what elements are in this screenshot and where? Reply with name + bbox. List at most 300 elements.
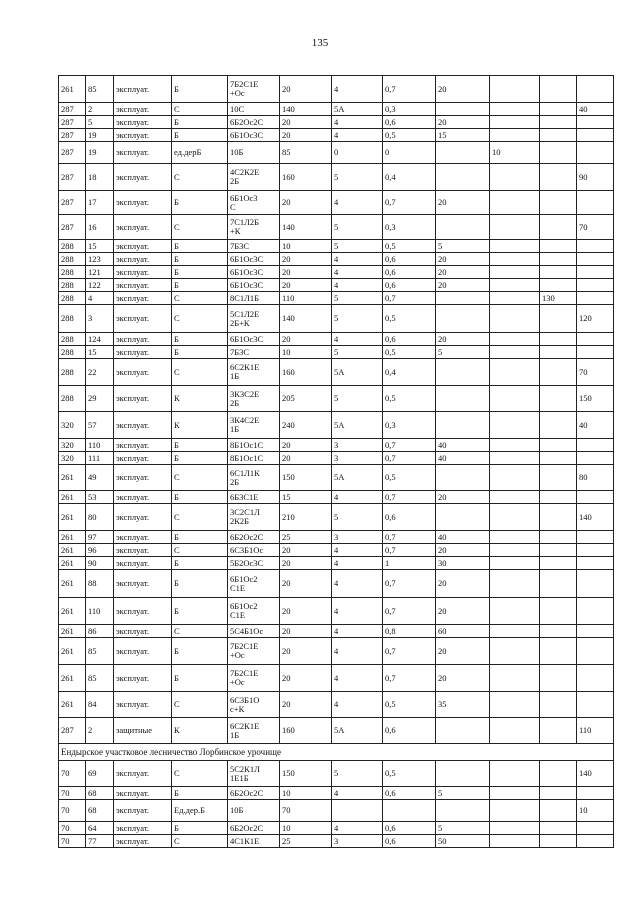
table-row bbox=[59, 665, 614, 692]
cell-composition: 6Б2Ос2С bbox=[228, 531, 280, 544]
cell-reserve_d: 150 bbox=[577, 386, 614, 412]
cell-vydel: 19 bbox=[86, 142, 114, 164]
cell-age: 20 bbox=[280, 544, 332, 557]
table-row bbox=[59, 292, 614, 305]
cell-reserve_b bbox=[490, 665, 540, 692]
cell-species_group: Б bbox=[172, 491, 228, 504]
cell-species_group: Б bbox=[172, 191, 228, 215]
cell-kvartal: 261 bbox=[59, 557, 86, 570]
cell-vydel: 122 bbox=[86, 279, 114, 292]
cell-vydel: 121 bbox=[86, 266, 114, 279]
cell-density: 0,5 bbox=[383, 465, 436, 491]
cell-age: 160 bbox=[280, 164, 332, 191]
cell-reserve_c bbox=[540, 439, 577, 452]
cell-vydel: 3 bbox=[86, 305, 114, 333]
cell-reserve_a: 30 bbox=[436, 557, 490, 570]
cell-reserve_a bbox=[436, 504, 490, 531]
cell-reserve_d: 120 bbox=[577, 305, 614, 333]
table-row bbox=[59, 116, 614, 129]
cell-age: 20 bbox=[280, 116, 332, 129]
cell-reserve_d: 40 bbox=[577, 412, 614, 439]
cell-reserve_b bbox=[490, 504, 540, 531]
table-row bbox=[59, 625, 614, 638]
cell-density: 0,7 bbox=[383, 452, 436, 465]
cell-reserve_c bbox=[540, 279, 577, 292]
table-row bbox=[59, 103, 614, 116]
cell-density: 0,7 bbox=[383, 439, 436, 452]
cell-vydel: 19 bbox=[86, 129, 114, 142]
cell-reserve_b bbox=[490, 452, 540, 465]
cell-kvartal: 261 bbox=[59, 665, 86, 692]
cell-reserve_c bbox=[540, 638, 577, 665]
cell-density: 0,6 bbox=[383, 253, 436, 266]
cell-bonitet: 5А bbox=[332, 412, 383, 439]
cell-reserve_b bbox=[490, 305, 540, 333]
cell-bonitet: 5А bbox=[332, 718, 383, 744]
cell-reserve_a: 20 bbox=[436, 191, 490, 215]
cell-age: 10 bbox=[280, 787, 332, 800]
cell-category: эксплуат. bbox=[114, 142, 172, 164]
cell-composition: 4С1К1Е bbox=[228, 835, 280, 848]
cell-category: эксплуат. bbox=[114, 491, 172, 504]
cell-category: эксплуат. bbox=[114, 346, 172, 359]
cell-reserve_d bbox=[577, 692, 614, 718]
cell-composition: 6Б1Ос3С bbox=[228, 279, 280, 292]
cell-category: эксплуат. bbox=[114, 787, 172, 800]
cell-composition: 4С2К2Е 2Б bbox=[228, 164, 280, 191]
cell-density: 0,7 bbox=[383, 531, 436, 544]
cell-reserve_a bbox=[436, 800, 490, 822]
cell-bonitet bbox=[332, 800, 383, 822]
cell-reserve_c bbox=[540, 665, 577, 692]
cell-species_group: С bbox=[172, 544, 228, 557]
cell-reserve_d bbox=[577, 191, 614, 215]
cell-bonitet: 3 bbox=[332, 835, 383, 848]
cell-reserve_a: 35 bbox=[436, 692, 490, 718]
cell-reserve_b bbox=[490, 787, 540, 800]
table-row bbox=[59, 718, 614, 744]
cell-reserve_b bbox=[490, 465, 540, 491]
cell-reserve_b bbox=[490, 346, 540, 359]
cell-bonitet: 4 bbox=[332, 787, 383, 800]
cell-reserve_d: 140 bbox=[577, 761, 614, 787]
cell-bonitet: 5 bbox=[332, 386, 383, 412]
cell-species_group: С bbox=[172, 835, 228, 848]
cell-reserve_c bbox=[540, 129, 577, 142]
cell-reserve_a: 40 bbox=[436, 439, 490, 452]
cell-density: 0,7 bbox=[383, 191, 436, 215]
cell-composition: 6С2К1Е 1Б bbox=[228, 718, 280, 744]
cell-reserve_c bbox=[540, 557, 577, 570]
cell-bonitet: 4 bbox=[332, 665, 383, 692]
cell-reserve_b bbox=[490, 191, 540, 215]
table-row bbox=[59, 761, 614, 787]
cell-reserve_a: 15 bbox=[436, 129, 490, 142]
cell-reserve_c bbox=[540, 718, 577, 744]
cell-reserve_b bbox=[490, 359, 540, 386]
cell-reserve_b bbox=[490, 76, 540, 103]
cell-density: 0,4 bbox=[383, 164, 436, 191]
cell-category: эксплуат. bbox=[114, 215, 172, 240]
cell-category: эксплуат. bbox=[114, 835, 172, 848]
cell-reserve_a: 50 bbox=[436, 835, 490, 848]
cell-bonitet: 3 bbox=[332, 531, 383, 544]
cell-reserve_c bbox=[540, 504, 577, 531]
cell-bonitet: 4 bbox=[332, 692, 383, 718]
cell-category: эксплуат. bbox=[114, 359, 172, 386]
cell-species_group: Б bbox=[172, 253, 228, 266]
cell-density: 0,5 bbox=[383, 129, 436, 142]
cell-age: 25 bbox=[280, 835, 332, 848]
cell-composition: 6Б2Ос2С bbox=[228, 116, 280, 129]
cell-reserve_d bbox=[577, 665, 614, 692]
cell-age: 20 bbox=[280, 279, 332, 292]
cell-composition: 7Б3С bbox=[228, 346, 280, 359]
cell-composition: 6Б1Ос3 С bbox=[228, 191, 280, 215]
cell-category: эксплуат. bbox=[114, 692, 172, 718]
cell-kvartal: 288 bbox=[59, 359, 86, 386]
cell-vydel: 29 bbox=[86, 386, 114, 412]
cell-age: 20 bbox=[280, 129, 332, 142]
cell-species_group: Б bbox=[172, 598, 228, 625]
cell-reserve_a bbox=[436, 386, 490, 412]
cell-composition: 6Б1Ос2 С1Е bbox=[228, 570, 280, 598]
cell-species_group: С bbox=[172, 215, 228, 240]
cell-density: 0,7 bbox=[383, 491, 436, 504]
cell-reserve_a: 20 bbox=[436, 665, 490, 692]
cell-reserve_d bbox=[577, 439, 614, 452]
cell-reserve_b bbox=[490, 531, 540, 544]
table-row bbox=[59, 570, 614, 598]
cell-vydel: 77 bbox=[86, 835, 114, 848]
cell-bonitet: 4 bbox=[332, 598, 383, 625]
cell-category: эксплуат. bbox=[114, 191, 172, 215]
cell-species_group: Б bbox=[172, 452, 228, 465]
cell-kvartal: 288 bbox=[59, 346, 86, 359]
cell-kvartal: 288 bbox=[59, 292, 86, 305]
cell-age: 10 bbox=[280, 240, 332, 253]
cell-species_group: Б bbox=[172, 129, 228, 142]
cell-vydel: 18 bbox=[86, 164, 114, 191]
cell-bonitet: 4 bbox=[332, 557, 383, 570]
cell-composition: 3К4С2Е 1Б bbox=[228, 412, 280, 439]
cell-reserve_b bbox=[490, 292, 540, 305]
cell-composition: 7С1Л2Б +К bbox=[228, 215, 280, 240]
cell-reserve_a: 40 bbox=[436, 452, 490, 465]
cell-reserve_a: 5 bbox=[436, 787, 490, 800]
cell-density: 0,7 bbox=[383, 570, 436, 598]
cell-reserve_d bbox=[577, 625, 614, 638]
cell-reserve_d: 40 bbox=[577, 103, 614, 116]
cell-density: 0,7 bbox=[383, 638, 436, 665]
cell-category: эксплуат. bbox=[114, 761, 172, 787]
cell-reserve_a bbox=[436, 359, 490, 386]
cell-reserve_a: 20 bbox=[436, 491, 490, 504]
cell-kvartal: 287 bbox=[59, 129, 86, 142]
cell-composition: 8Б1Ос1С bbox=[228, 452, 280, 465]
cell-species_group: С bbox=[172, 692, 228, 718]
cell-reserve_d bbox=[577, 253, 614, 266]
cell-species_group: С bbox=[172, 292, 228, 305]
cell-composition: 7Б2С1Е +Ос bbox=[228, 665, 280, 692]
cell-reserve_a: 20 bbox=[436, 333, 490, 346]
cell-density bbox=[383, 800, 436, 822]
cell-category: эксплуат. bbox=[114, 129, 172, 142]
cell-reserve_b bbox=[490, 386, 540, 412]
cell-species_group: С bbox=[172, 164, 228, 191]
cell-species_group: С bbox=[172, 359, 228, 386]
cell-category: эксплуат. bbox=[114, 822, 172, 835]
cell-reserve_d bbox=[577, 116, 614, 129]
cell-kvartal: 320 bbox=[59, 412, 86, 439]
cell-reserve_a: 5 bbox=[436, 346, 490, 359]
cell-composition: 6Б1Ос3С bbox=[228, 333, 280, 346]
cell-density: 0,6 bbox=[383, 333, 436, 346]
cell-density: 0,3 bbox=[383, 412, 436, 439]
cell-bonitet: 5 bbox=[332, 164, 383, 191]
cell-age: 10 bbox=[280, 346, 332, 359]
cell-age: 15 bbox=[280, 491, 332, 504]
cell-category: эксплуат. bbox=[114, 598, 172, 625]
cell-density: 0,3 bbox=[383, 103, 436, 116]
cell-age: 140 bbox=[280, 103, 332, 116]
cell-bonitet: 4 bbox=[332, 570, 383, 598]
cell-age: 205 bbox=[280, 386, 332, 412]
cell-reserve_b bbox=[490, 103, 540, 116]
table-row bbox=[59, 452, 614, 465]
cell-vydel: 68 bbox=[86, 787, 114, 800]
cell-density: 0,6 bbox=[383, 116, 436, 129]
cell-category: эксплуат. bbox=[114, 570, 172, 598]
cell-vydel: 85 bbox=[86, 76, 114, 103]
cell-species_group: Ед.дер.Б bbox=[172, 800, 228, 822]
cell-age: 20 bbox=[280, 191, 332, 215]
cell-reserve_c bbox=[540, 692, 577, 718]
cell-bonitet: 4 bbox=[332, 253, 383, 266]
cell-composition: 7Б3С bbox=[228, 240, 280, 253]
cell-bonitet: 4 bbox=[332, 333, 383, 346]
cell-kvartal: 287 bbox=[59, 718, 86, 744]
cell-vydel: 84 bbox=[86, 692, 114, 718]
cell-category: эксплуат. bbox=[114, 452, 172, 465]
cell-composition: 7Б2С1Е +Ос bbox=[228, 76, 280, 103]
cell-age: 20 bbox=[280, 638, 332, 665]
cell-reserve_b: 10 bbox=[490, 142, 540, 164]
cell-reserve_a bbox=[436, 292, 490, 305]
cell-kvartal: 261 bbox=[59, 570, 86, 598]
cell-composition: 6Б2Ос2С bbox=[228, 822, 280, 835]
cell-reserve_b bbox=[490, 625, 540, 638]
cell-bonitet: 5А bbox=[332, 465, 383, 491]
cell-reserve_b bbox=[490, 129, 540, 142]
cell-reserve_d: 90 bbox=[577, 164, 614, 191]
cell-reserve_a: 20 bbox=[436, 570, 490, 598]
cell-kvartal: 287 bbox=[59, 215, 86, 240]
cell-bonitet: 4 bbox=[332, 625, 383, 638]
cell-kvartal: 261 bbox=[59, 504, 86, 531]
cell-category: эксплуат. bbox=[114, 504, 172, 531]
cell-species_group: Б bbox=[172, 638, 228, 665]
cell-category: эксплуат. bbox=[114, 557, 172, 570]
cell-reserve_a bbox=[436, 465, 490, 491]
table-row bbox=[59, 129, 614, 142]
cell-vydel: 111 bbox=[86, 452, 114, 465]
cell-kvartal: 261 bbox=[59, 491, 86, 504]
cell-age: 70 bbox=[280, 800, 332, 822]
cell-reserve_d bbox=[577, 638, 614, 665]
cell-reserve_b bbox=[490, 412, 540, 439]
cell-reserve_c bbox=[540, 103, 577, 116]
cell-reserve_b bbox=[490, 491, 540, 504]
cell-vydel: 16 bbox=[86, 215, 114, 240]
cell-age: 25 bbox=[280, 531, 332, 544]
cell-bonitet: 4 bbox=[332, 544, 383, 557]
table-row bbox=[59, 531, 614, 544]
cell-density: 0,4 bbox=[383, 359, 436, 386]
table-row bbox=[59, 692, 614, 718]
cell-density: 0,5 bbox=[383, 692, 436, 718]
cell-reserve_b bbox=[490, 240, 540, 253]
cell-kvartal: 261 bbox=[59, 544, 86, 557]
cell-density: 0,7 bbox=[383, 544, 436, 557]
cell-vydel: 124 bbox=[86, 333, 114, 346]
cell-reserve_d: 70 bbox=[577, 215, 614, 240]
cell-reserve_d bbox=[577, 544, 614, 557]
cell-category: эксплуат. bbox=[114, 544, 172, 557]
cell-vydel: 80 bbox=[86, 504, 114, 531]
cell-category: эксплуат. bbox=[114, 665, 172, 692]
cell-kvartal: 288 bbox=[59, 240, 86, 253]
cell-species_group: С bbox=[172, 504, 228, 531]
cell-reserve_b bbox=[490, 835, 540, 848]
cell-kvartal: 288 bbox=[59, 279, 86, 292]
cell-bonitet: 5 bbox=[332, 346, 383, 359]
cell-kvartal: 261 bbox=[59, 625, 86, 638]
cell-category: эксплуат. bbox=[114, 305, 172, 333]
cell-species_group: Б bbox=[172, 279, 228, 292]
cell-reserve_c bbox=[540, 544, 577, 557]
cell-age: 160 bbox=[280, 718, 332, 744]
cell-composition: 3С2С1Л 2К2Б bbox=[228, 504, 280, 531]
cell-species_group: К bbox=[172, 386, 228, 412]
cell-composition: 8С1Л1Б bbox=[228, 292, 280, 305]
cell-composition: 6Б1Ос3С bbox=[228, 253, 280, 266]
cell-kvartal: 320 bbox=[59, 439, 86, 452]
cell-composition: 6С2К1Е 1Б bbox=[228, 359, 280, 386]
cell-reserve_c bbox=[540, 305, 577, 333]
cell-reserve_c bbox=[540, 835, 577, 848]
cell-reserve_c bbox=[540, 142, 577, 164]
cell-age: 20 bbox=[280, 570, 332, 598]
cell-composition: 5Б2Ос3С bbox=[228, 557, 280, 570]
cell-vydel: 96 bbox=[86, 544, 114, 557]
cell-category: эксплуат. bbox=[114, 531, 172, 544]
cell-reserve_c bbox=[540, 465, 577, 491]
cell-category: эксплуат. bbox=[114, 625, 172, 638]
cell-vydel: 5 bbox=[86, 116, 114, 129]
cell-reserve_a bbox=[436, 761, 490, 787]
cell-reserve_b bbox=[490, 164, 540, 191]
cell-composition: 6Б1Ос2 С1Е bbox=[228, 598, 280, 625]
cell-reserve_c bbox=[540, 164, 577, 191]
cell-age: 20 bbox=[280, 452, 332, 465]
cell-density: 0,5 bbox=[383, 386, 436, 412]
cell-vydel: 68 bbox=[86, 800, 114, 822]
cell-category: эксплуат. bbox=[114, 800, 172, 822]
cell-reserve_d bbox=[577, 787, 614, 800]
cell-composition: 6Б1Ос3С bbox=[228, 266, 280, 279]
table-row bbox=[59, 557, 614, 570]
cell-composition: 10С bbox=[228, 103, 280, 116]
cell-vydel: 4 bbox=[86, 292, 114, 305]
cell-age: 20 bbox=[280, 333, 332, 346]
cell-reserve_b bbox=[490, 557, 540, 570]
cell-reserve_d bbox=[577, 346, 614, 359]
cell-density: 0,5 bbox=[383, 761, 436, 787]
cell-reserve_c bbox=[540, 191, 577, 215]
table-row bbox=[59, 638, 614, 665]
cell-vydel: 88 bbox=[86, 570, 114, 598]
cell-category: эксплуат. bbox=[114, 279, 172, 292]
cell-bonitet: 5 bbox=[332, 240, 383, 253]
cell-age: 20 bbox=[280, 439, 332, 452]
cell-density: 0 bbox=[383, 142, 436, 164]
cell-age: 160 bbox=[280, 359, 332, 386]
cell-composition: 6Б2Ос2С bbox=[228, 787, 280, 800]
table-row bbox=[59, 504, 614, 531]
cell-reserve_a bbox=[436, 412, 490, 439]
cell-reserve_d bbox=[577, 531, 614, 544]
cell-reserve_c bbox=[540, 333, 577, 346]
cell-density: 0,6 bbox=[383, 835, 436, 848]
cell-age: 240 bbox=[280, 412, 332, 439]
table-row bbox=[59, 253, 614, 266]
section-title: Ендырское участковое лесничество Лорбинское урочище bbox=[59, 744, 614, 761]
cell-bonitet: 3 bbox=[332, 452, 383, 465]
cell-vydel: 22 bbox=[86, 359, 114, 386]
cell-density: 0,6 bbox=[383, 822, 436, 835]
cell-reserve_c bbox=[540, 787, 577, 800]
cell-reserve_c bbox=[540, 346, 577, 359]
cell-reserve_b bbox=[490, 692, 540, 718]
table-body bbox=[59, 76, 614, 848]
cell-reserve_b bbox=[490, 116, 540, 129]
cell-species_group: Б bbox=[172, 333, 228, 346]
cell-age: 20 bbox=[280, 253, 332, 266]
cell-category: эксплуат. bbox=[114, 465, 172, 491]
cell-vydel: 97 bbox=[86, 531, 114, 544]
cell-reserve_a: 20 bbox=[436, 279, 490, 292]
cell-reserve_b bbox=[490, 598, 540, 625]
cell-category: эксплуат. bbox=[114, 164, 172, 191]
cell-reserve_a: 60 bbox=[436, 625, 490, 638]
cell-species_group: С bbox=[172, 103, 228, 116]
cell-category: эксплуат. bbox=[114, 266, 172, 279]
cell-vydel: 69 bbox=[86, 761, 114, 787]
cell-category: эксплуат. bbox=[114, 76, 172, 103]
cell-reserve_d: 10 bbox=[577, 800, 614, 822]
cell-reserve_c: 130 bbox=[540, 292, 577, 305]
cell-reserve_b bbox=[490, 333, 540, 346]
cell-reserve_b bbox=[490, 638, 540, 665]
cell-reserve_d bbox=[577, 835, 614, 848]
cell-reserve_a bbox=[436, 215, 490, 240]
cell-bonitet: 5А bbox=[332, 359, 383, 386]
cell-age: 20 bbox=[280, 598, 332, 625]
cell-reserve_a: 20 bbox=[436, 598, 490, 625]
cell-density: 0,7 bbox=[383, 76, 436, 103]
cell-age: 140 bbox=[280, 215, 332, 240]
